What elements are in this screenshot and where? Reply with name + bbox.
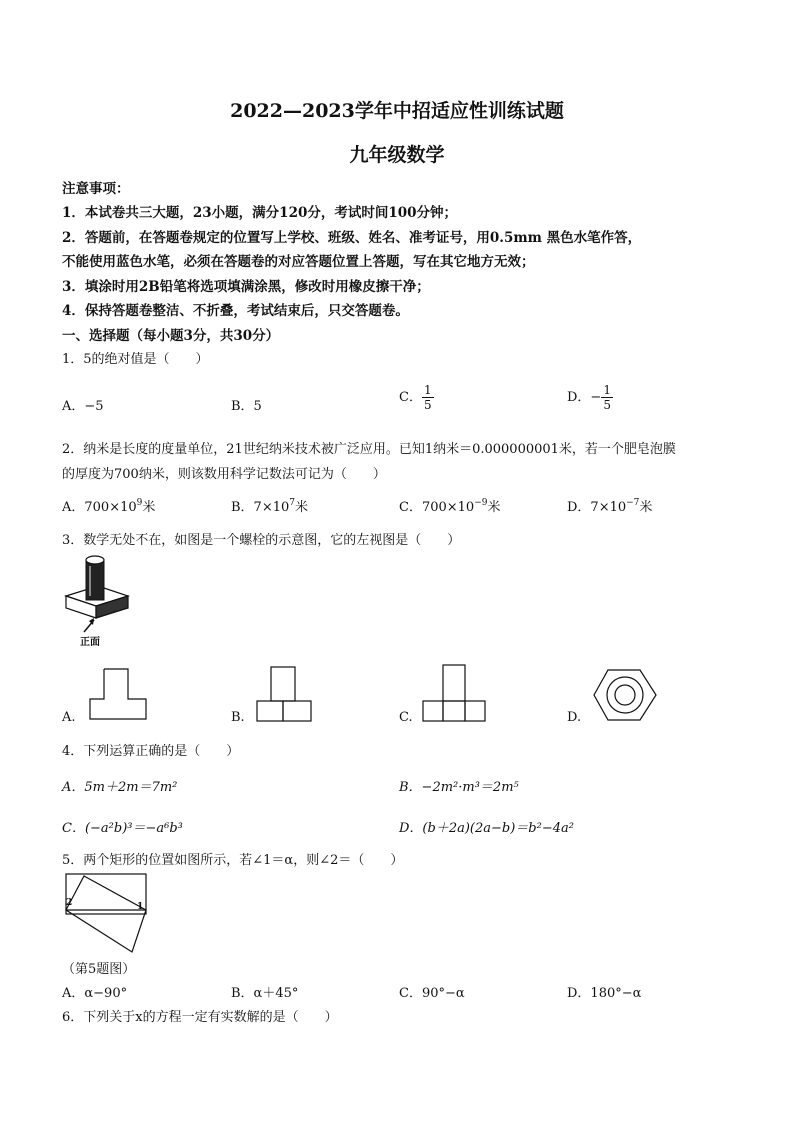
q5-option-a: A．α−90° (62, 986, 128, 1001)
q2-option-a-base: A．700×10 (62, 500, 137, 515)
q3-option-b-figure (255, 665, 315, 723)
q1-option-c-denominator: 5 (423, 398, 432, 412)
q3-option-b-label: B. (231, 710, 245, 725)
q3-option-c-figure (421, 663, 489, 723)
q3-stem: 3．数学无处不在，如图是一个螺栓的示意图，它的左视图是（ ） (62, 533, 461, 548)
q2-option-c-exponent: −9 (474, 498, 488, 508)
q2-option-b-base: B．7×10 (231, 500, 290, 515)
q1-option-a: A．−5 (62, 399, 104, 414)
q5-fig-caption: （第5题图） (62, 962, 136, 977)
note-item-1: 1．本试卷共三大题，23小题，满分120分，考试时间100分钟； (62, 205, 458, 221)
q2-option-a-unit: 米 (142, 500, 156, 515)
q4-stem: 4．下列运算正确的是（ ） (62, 744, 240, 759)
c-base-middle (443, 701, 465, 721)
q1-option-c-fraction (422, 383, 434, 412)
bolt-figure (62, 552, 142, 652)
rectangle-outer (66, 874, 146, 914)
q2-option-d-exponent: −7 (626, 498, 640, 508)
note-item-4: 4．保持答题卷整洁、不折叠，考试结束后，只交答题卷。 (62, 303, 409, 319)
b-base-left (257, 701, 283, 721)
bolt-shaft (86, 560, 104, 600)
q4-option-b: B．−2m²·m³＝2m⁵ (399, 780, 519, 795)
q2-stem-line2: 的厚度为700纳米，则该数用科学记数法可记为（ ） (62, 467, 386, 482)
q5-option-b: B．α＋45° (231, 986, 299, 1001)
notes-heading: 注意事项： (62, 181, 130, 197)
q1-option-d-numerator: 1 (603, 383, 611, 397)
q2-option-a-exponent: 9 (136, 498, 143, 508)
q5-figure (62, 870, 162, 956)
q2-option-a (62, 496, 155, 515)
q2-option-c (399, 496, 501, 515)
q4-option-d: D．(b＋2a)(2a−b)＝b²−4a² (399, 821, 574, 836)
q3-option-d-figure (592, 668, 658, 722)
q6-stem: 6．下列关于x的方程一定有实数解的是（ ） (62, 1010, 338, 1025)
q3-option-a-label: A. (62, 710, 76, 725)
angle-1-label: 1 (137, 902, 144, 912)
note-item-2: 2．答题前，在答题卷规定的位置写上学校、班级、姓名、准考证号，用0.5mm 黑色水笔作答， (62, 230, 642, 246)
q2-option-c-unit: 米 (487, 500, 501, 515)
q3-option-a-figure (88, 667, 148, 723)
b-top-rect (271, 667, 295, 701)
q5-option-d: D．180°−α (567, 986, 642, 1001)
q1-option-d-fraction (601, 383, 613, 412)
q3-option-d-label: D. (567, 710, 582, 725)
q1-option-c-numerator: 1 (423, 383, 432, 397)
q1-option-c (399, 383, 434, 412)
q2-option-b-exponent: 7 (289, 498, 295, 508)
exam-subtitle: 九年级数学 (349, 144, 445, 166)
note-item-2-cont: 不能使用蓝色水笔，必须在答题卷的对应答题位置上答题，写在其它地方无效； (62, 254, 535, 270)
q3-option-c-label: C. (399, 710, 413, 725)
q4-option-a: A．5m＋2m＝7m² (62, 780, 178, 795)
bolt-shaft-top (86, 556, 104, 564)
c-top-rect (443, 665, 465, 701)
exam-title: 2022—2023学年中招适应性训练试题 (230, 100, 564, 122)
q1-option-d (567, 383, 613, 412)
section-heading: 一、选择题（每小题3分，共30分） (62, 328, 280, 344)
q4-option-c: C．(−a²b)³＝−a⁶b³ (62, 821, 183, 836)
q1-stem: 1．5的绝对值是（ ） (62, 352, 209, 367)
q3-fig-label: 正面 (80, 637, 100, 648)
q1-option-c-label: C． (399, 390, 422, 405)
q2-stem-line1: 2．纳米是长度的度量单位，21世纪纳米技术被广泛应用。已知1纳米＝0.000000001米，若一个肥皂泡膜 (62, 442, 676, 457)
q1-option-d-label: D．− (567, 390, 602, 405)
q5-option-c: C．90°−α (399, 986, 465, 1001)
q1-option-d-denominator: 5 (603, 398, 611, 412)
q2-option-d (567, 496, 652, 515)
outer-circle (607, 677, 643, 713)
q2-option-b-unit: 米 (295, 500, 309, 515)
q2-option-d-base: D．7×10 (567, 500, 627, 515)
inner-circle (615, 685, 635, 705)
t-shape-outline (90, 669, 146, 719)
q5-stem: 5．两个矩形的位置如图所示，若∠1＝α，则∠2＝（ ） (62, 853, 404, 868)
c-base-right (465, 701, 485, 721)
q2-option-b (231, 496, 308, 515)
angle-2-label: 2 (66, 898, 73, 908)
q2-option-d-unit: 米 (639, 500, 653, 515)
b-base-right (283, 701, 311, 721)
q2-option-c-base: C．700×10 (399, 500, 475, 515)
q1-option-b: B．5 (231, 399, 262, 414)
c-base-left (423, 701, 443, 721)
note-item-3: 3．填涂时用2B铅笔将选项填满涂黑，修改时用橡皮擦干净； (62, 279, 430, 295)
